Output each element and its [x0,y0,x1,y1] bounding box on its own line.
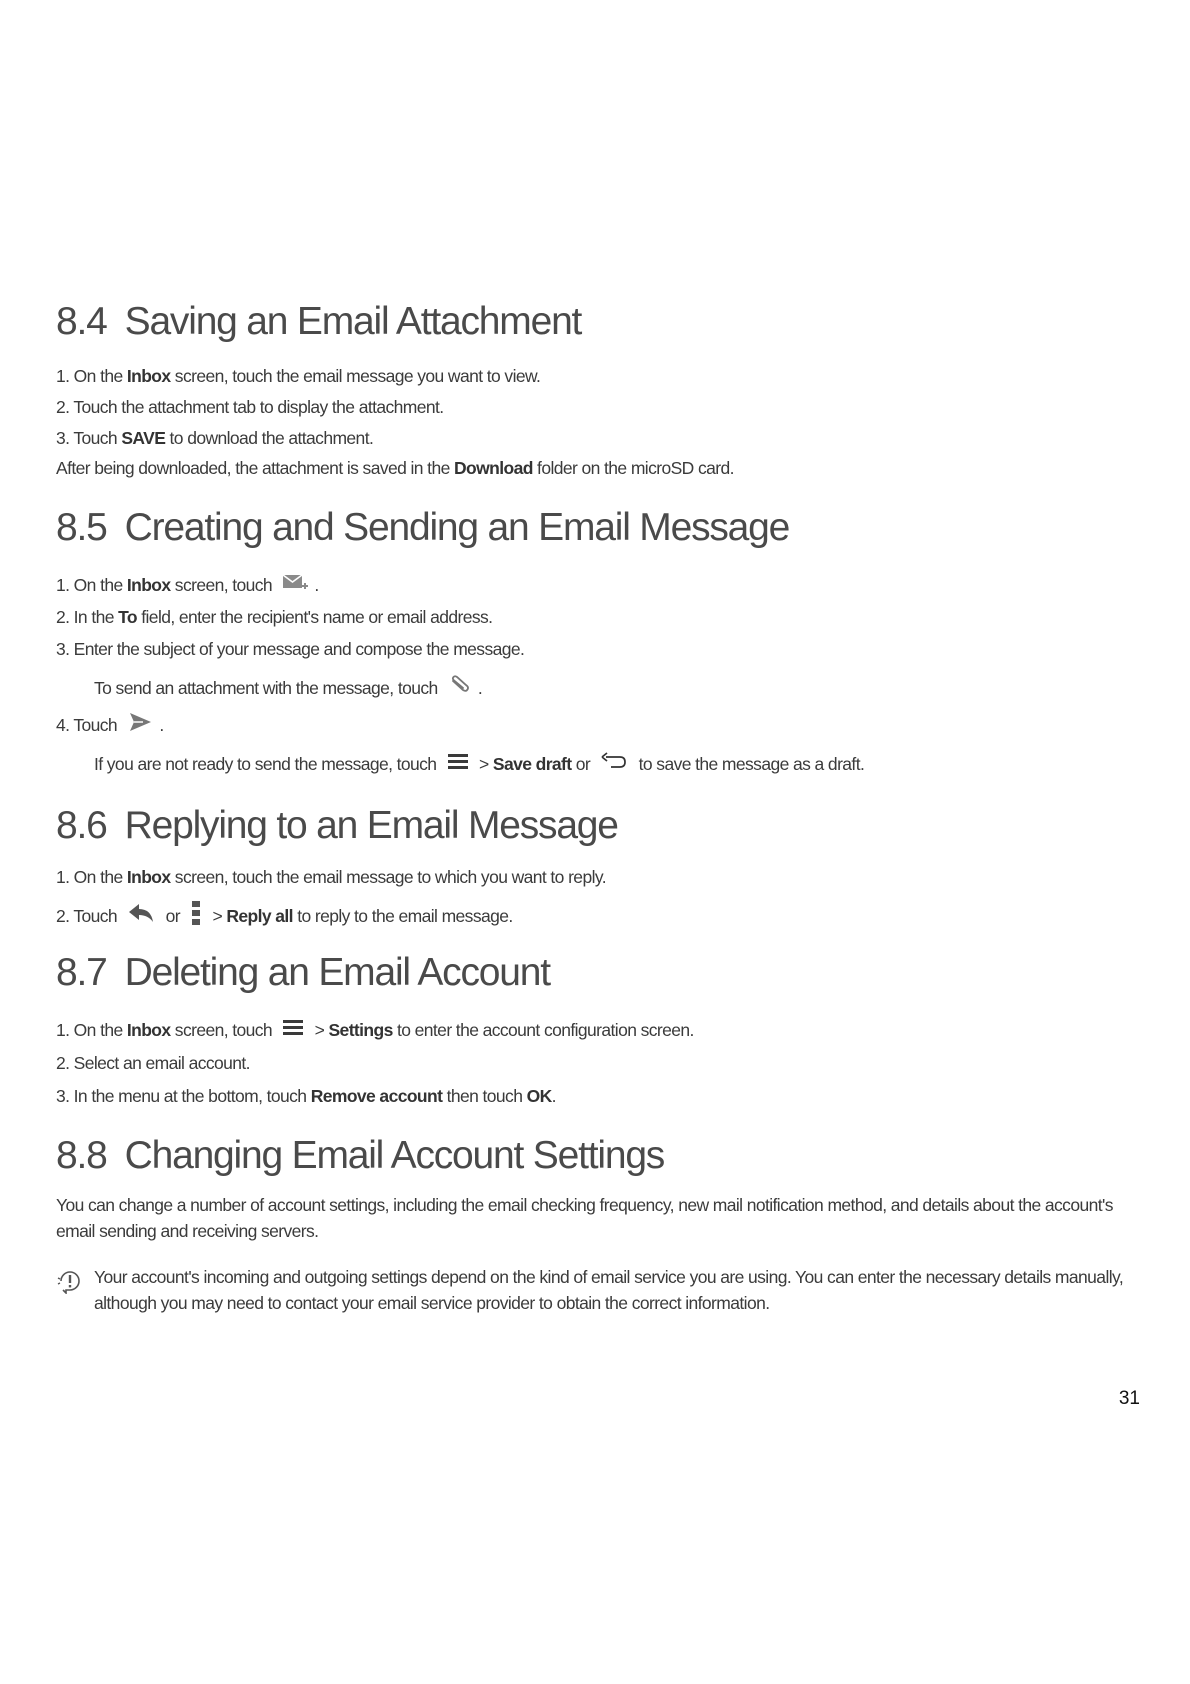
step-8-5-3: 3. Enter the subject of your message and compose the message. [56,639,525,659]
settings-paragraph: You can change a number of account settings, including the email checking frequency, new mail notification method, and details about the account's email sending and receiving servers. [56,1195,1113,1241]
menu-icon [282,1018,304,1041]
back-arrow-icon [600,751,628,776]
section-number: 8.4 [56,300,107,343]
section-title: Deleting an Email Account [124,951,550,994]
section-title: Creating and Sending an Email Message [124,506,790,549]
section-heading-8-7 [56,953,550,992]
section-number: 8.5 [56,506,107,549]
save-draft-tip: If you are not ready to send the message, touch > Save draft or to save the message as a draft. [94,753,864,778]
step-8-4-1: 1. On the Inbox screen, touch the email message you want to view. [56,366,541,386]
more-vertical-icon [190,900,202,931]
section-title: Changing Email Account Settings [124,1134,665,1177]
step-8-7-1: 1. On the Inbox screen, touch > Settings to enter the account configuration screen. [56,1019,694,1043]
page-number: 31 [1118,1388,1140,1409]
section-heading-8-5 [56,508,789,547]
section-title: Replying to an Email Message [124,804,618,847]
step-8-4-2: 2. Touch the attachment tab to display the attachment. [56,397,444,417]
compose-mail-icon [282,572,308,597]
menu-icon [447,752,469,775]
section-title: Saving an Email Attachment [124,300,582,343]
section-number: 8.7 [56,951,107,994]
section-number: 8.8 [56,1134,107,1177]
after-download-note: After being downloaded, the attachment is saved in the Download folder on the microSD card. [56,458,734,478]
step-8-6-1: 1. On the Inbox screen, touch the email message to which you want to reply. [56,867,606,887]
attachment-tip: To send an attachment with the message, touch . [94,677,482,702]
note-exclamation-icon [56,1268,84,1299]
settings-note: Your account's incoming and outgoing settings depend on the kind of email service you are using. You can enter the necessary details manually, although you may need to contact your email service provider to obtain the correct information. [94,1267,1124,1313]
step-8-7-2: 2. Select an email account. [56,1053,250,1073]
step-8-5-1: 1. On the Inbox screen, touch . [56,574,319,599]
paperclip-icon [448,675,472,700]
send-icon [127,711,153,738]
step-8-6-2: 2. Touch or > Reply all to reply to the email message. [56,902,513,933]
step-8-5-4: 4. Touch . [56,713,164,740]
section-heading-8-4 [56,302,581,341]
section-number: 8.6 [56,804,107,847]
section-heading-8-6 [56,806,618,845]
section-heading-8-8 [56,1136,664,1175]
step-8-7-3: 3. In the menu at the bottom, touch Remove account then touch OK. [56,1086,556,1106]
step-8-4-3: 3. Touch SAVE to download the attachment. [56,428,374,448]
reply-icon [127,902,155,929]
step-8-5-2: 2. In the To field, enter the recipient's name or email address. [56,607,493,627]
